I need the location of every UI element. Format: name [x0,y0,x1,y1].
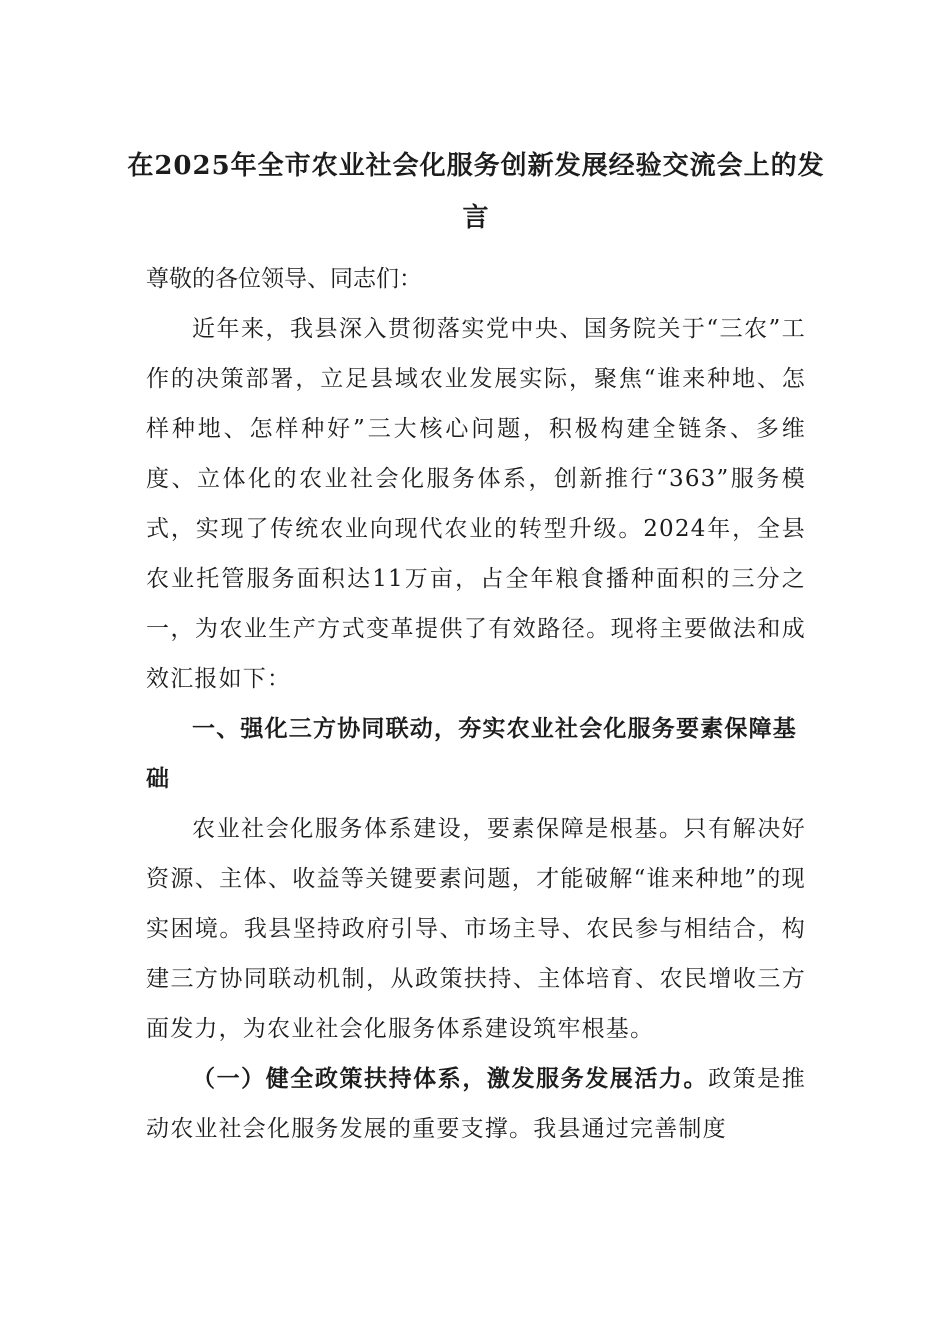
section-heading: 一、强化三方协同联动，夯实农业社会化服务要素保障基础 [146,715,797,792]
subsection-text: 政策是推动农业社会化服务发展的重要支撑。我县通过完善制度 [146,1066,806,1142]
subsection-paragraph [146,1054,806,1154]
intro-paragraph: 近年来，我县深入贯彻落实党中央、国务院关于“三农”工作的决策部署，立足县域农业发展实际，聚焦“谁来种地、怎样种地、怎样种好”三大核心问题，积极构建全链条、多维度、立体化的农业社会化服务体系，创新推行“363”服务模式，实现了传统农业向现代农业的转型升级。2024年，全县农业托管服务面积达11万亩，占全年粮食播种面积的三分之一，为农业生产方式变革提供了有效路径。现将主要做法和成效汇报如下： [146,316,806,692]
document-title: 在2025年全市农业社会化服务创新发展经验交流会上的发言 [127,151,825,233]
salutation: 尊敬的各位领导、同志们： [146,266,422,292]
subsection-lead: （一）健全政策扶持体系，激发服务发展活力。 [192,1065,709,1092]
section-paragraph: 农业社会化服务体系建设，要素保障是根基。只有解决好资源、主体、收益等关键要素问题，才能破解“谁来种地”的现实困境。我县坚持政府引导、市场主导、农民参与相结合，构建三方协同联动机制，从政策扶持、主体培育、农民增收三方面发力，为农业社会化服务体系建设筑牢根基。 [146,816,806,1042]
document-page [127,140,825,1154]
